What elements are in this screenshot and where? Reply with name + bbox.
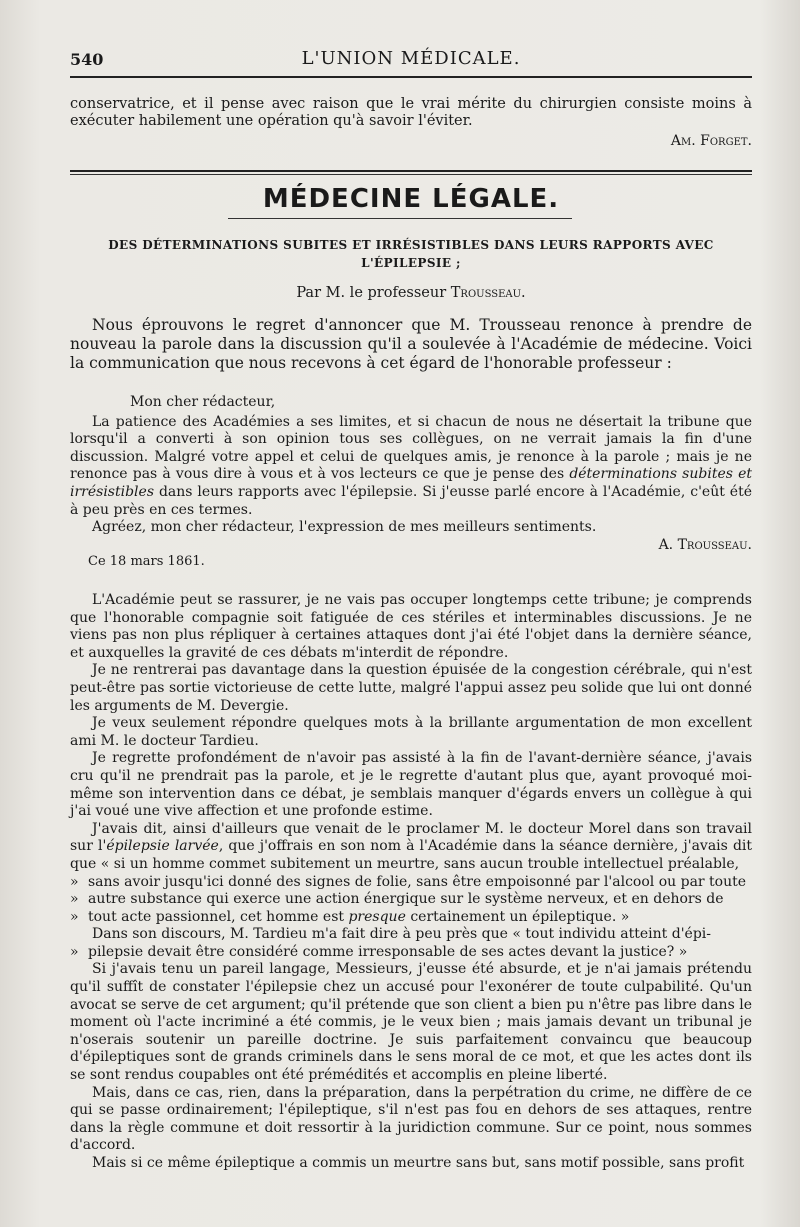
paragraph-1: L'Académie peut se rassurer, je ne vais pas occuper longtemps cette tribune; je comprends que l'honorable compagnie soit fatiguée de ces stériles et interminables discussions. Je ne viens pas non plus répliquer à certaines attaques dont j'ai été l'objet dans la dernière séance, et auxquelles la gravité de ces débats m'interdit de répondre. [70,592,752,661]
page-header [70,44,752,70]
section-title: MÉDECINE LÉGALE. [262,184,560,214]
header-rule [70,76,752,78]
quote-mark: » [70,891,79,908]
quote-mark: » [70,873,79,890]
letter-body [70,414,752,520]
paragraph-6: Mais, dans ce cas, rien, dans la préparation, dans la perpétration du crime, ne diffère de ce qui se passe ordinairement; l'épileptique, s'il n'est pas fou en dehors de ses attaques, rentre dans la règle commune et doit ressortir à la juridiction commune. Sur ce point, nous sommes d'accord. [70,1084,752,1154]
paragraph-morel [70,821,752,874]
section-rule-top-thin [70,174,752,175]
tardieu-line-2 [70,944,752,962]
paragraph-2: Je ne rentrerai pas davantage dans la question épuisée de la congestion cérébrale, qui n'est peut-être pas sortie victorieuse de cette lutte, malgré l'appui assez peu solide que lui ont donné les arguments de M. Devergie. [70,662,752,714]
tardieu-line-1: Dans son discours, M. Tardieu m'a fait dire à peu près que « tout individu atteint d'épi- [92,926,712,943]
letter [70,394,752,570]
quote-line-2 [70,891,752,909]
paragraph-3: Je veux seulement répondre quelques mots à la brillante argumentation de mon excellent ami M. le docteur Tardieu. [70,715,752,749]
quote-mark: » [70,943,79,960]
morel-italic: épilepsie larvée [106,838,219,855]
intro-paragraph: Nous éprouvons le regret d'annoncer que M. Trousseau renonce à prendre de nouveau la parole dans la discussion qu'il a soulevée à l'Académie de médecine. Voici la communication que nous recevons à cet égard de l'honorable professeur : [70,316,752,372]
quote-line-3 [70,909,752,927]
letter-date: Ce 18 mars 1861. [88,553,205,569]
section-title-rule [228,218,572,219]
article-intro [70,316,752,373]
letter-body-start: La patience des Académies a ses limites, et si chacun de nous ne désertait la tribune que lorsqu'il a converti à son opinion tous ses collègues, on ne verrait jamais la fin d'une discussion. Malgré votre appel et celui de quelques amis, je renonce à la parole ; mais je ne renonce pas à vous dire à vous et à vos lecteurs ce que je pense des [70,413,752,483]
letter-body-end: dans leurs rapports avec l'épilepsie. Si j'eusse parlé encore à l'Académie, c'eût été à peu près en ces termes. [70,483,752,518]
running-title: L'UNION MÉDICALE. [301,48,521,69]
article-byline [70,285,752,301]
quote-mark: » [70,908,79,925]
quote-line-3-start: tout acte passionnel, cet homme est [88,908,345,925]
quote-line-3-italic: presque [348,908,406,925]
morel-mid: , que j'offrais en son nom à l'Académie dans la séance dernière, j'avais dit que « si un homme commet subitement un meurtre, sans aucun trouble intellectuel préalable, [70,838,753,872]
quote-line-3-end: certainement un épileptique. » [410,908,630,925]
quote-line-1-text: sans avoir jusqu'ici donné des signes de folie, sans être empoisonné par l'alcool ou par toute [88,873,747,890]
morel-start: J'avais dit, ainsi d'ailleurs que venait de le proclamer M. le docteur Morel dans son travail sur l' [70,820,752,855]
quote-line-1 [70,874,752,892]
previous-article-signature: Am. Forget. [670,132,752,149]
letter-body-italic: déterminations subites et irrésistibles [70,466,752,500]
letter-signature: A. Trousseau. [658,536,752,553]
byline-prefix: Par M. le professeur [296,285,447,301]
previous-article-text: conservatrice, et il pense avec raison que le vrai mérite du chirurgien consiste moins à exécuter habilement une opération qu'à savoir l'éviter. [70,96,752,130]
paragraph-4: Je regrette profondément de n'avoir pas assisté à la fin de l'avant-dernière séance, j'avais cru qu'il ne prendrait pas la parole, et je le regrette d'autant plus que, ayant provoqué moi-même son intervention dans ce débat, je semblais manquer d'égards envers un collègue à qui j'ai voué une vive affection et une profonde estime. [70,750,752,820]
page-number: 540 [70,50,104,69]
quote-line-2-text: autre substance qui exerce une action énergique sur le système nerveux, et en dehors de [88,891,724,908]
previous-article-ending [70,96,752,149]
paragraph-5: Si j'avais tenu un pareil langage, Messieurs, j'eusse été absurde, et je n'ai jamais prétendu qu'il suffît de constater l'épilepsie chez un accusé pour l'exonérer de toute culpabilité. Qu'un avocat se serve de cet argument; qu'il prétende que son client a bien pu n'être pas libre dans le moment où l'acte incriminé a été commis, je le veux bien ; mais jamais devant un tribunal je n'oserais soutenir un pareille doctrine. Je suis parfaitement convaincu que beaucoup d'épileptiques sont de grands criminels dans le sens moral de ce mot, et que les actes dont ils se sont rendus coupables ont été prémédités et accomplis en pleine liberté. [70,961,752,1084]
paragraph-7: Mais si ce même épileptique a commis un meurtre sans but, sans motif possible, sans profit [92,1155,745,1171]
article-title: DES DÉTERMINATIONS SUBITES ET IRRÉSISTIBLES DANS LEURS RAPPORTS AVEC L'ÉPILEPSIE ; [108,238,714,270]
letter-salutation: Mon cher rédacteur, [130,394,276,410]
section-rule-top [70,170,752,172]
tardieu-line-2-text: pilepsie devait être considéré comme irresponsable de ses actes devant la justice? » [88,943,688,960]
speech-text [70,592,752,1173]
byline-author: Trousseau. [450,285,526,301]
letter-closing: Agréez, mon cher rédacteur, l'expression de mes meilleurs sentiments. [92,519,597,536]
